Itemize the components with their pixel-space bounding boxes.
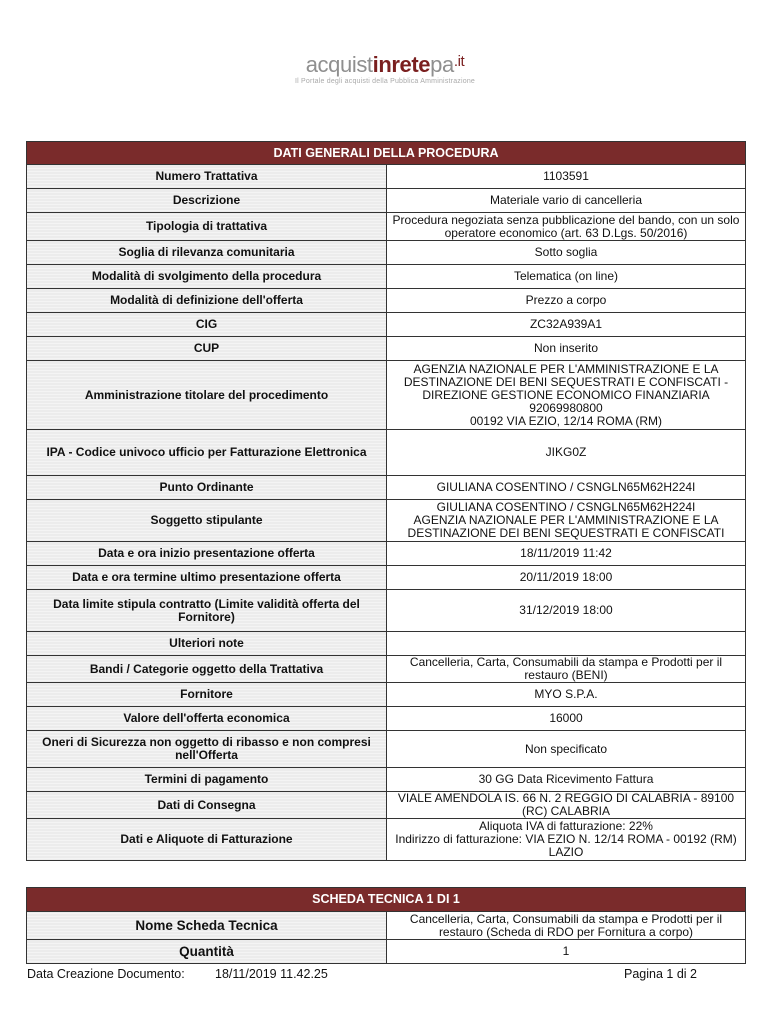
row-value-ipa: JIKG0Z [387,430,746,476]
row-value-dati-fatturazione: Aliquota IVA di fatturazione: 22% Indirizzo di fatturazione: VIA EZIO N. 12/14 ROMA - 00192 (RM) LAZIO [387,819,746,861]
general-data-table [26,141,746,861]
logo-tagline: Il Portale degli acquisti della Pubblica Amministrazione [294,78,476,85]
row-label-quantita: Quantità [27,940,387,964]
row-value-oneri-sicurezza: Non specificato [387,731,746,768]
table-row [27,632,746,656]
row-value-numero-trattativa: 1103591 [387,165,746,189]
row-value-data-inizio: 18/11/2019 11:42 [387,542,746,566]
table-row [27,313,746,337]
row-value-cig: ZC32A939A1 [387,313,746,337]
row-label-oneri-sicurezza: Oneri di Sicurezza non oggetto di ribasso e non compresi nell'Offerta [27,731,387,768]
table-row [27,542,746,566]
row-value-modalita-svolgimento: Telematica (on line) [387,265,746,289]
table-row [27,213,746,241]
row-value-soggetto-stipulante: GIULIANA COSENTINO / CSNGLN65M62H224I AGENZIA NAZIONALE PER L'AMMINISTRAZIONE E LA DESTINAZIONE DEI BENI SEQUESTRATI E CONFISCATI [387,500,746,542]
table-row [27,768,746,792]
row-label-modalita-svolgimento: Modalità di svolgimento della procedura [27,265,387,289]
footer-created-label: Data Creazione Documento: [27,967,185,981]
row-label-modalita-definizione: Modalità di definizione dell'offerta [27,289,387,313]
row-label-soggetto-stipulante: Soggetto stipulante [27,500,387,542]
row-label-descrizione: Descrizione [27,189,387,213]
row-label-fornitore: Fornitore [27,683,387,707]
row-value-nome-scheda: Cancelleria, Carta, Consumabili da stampa e Prodotti per il restauro (Scheda di RDO per Fornitura a corpo) [387,912,746,940]
row-label-bandi: Bandi / Categorie oggetto della Trattativa [27,656,387,683]
technical-sheet-table [26,887,746,964]
row-label-nome-scheda: Nome Scheda Tecnica [27,912,387,940]
row-label-tipologia: Tipologia di trattativa [27,213,387,241]
section-title-general: DATI GENERALI DELLA PROCEDURA [27,142,746,165]
table-row [27,656,746,683]
table-row [27,683,746,707]
row-value-descrizione: Materiale vario di cancelleria [387,189,746,213]
row-label-valore-offerta: Valore dell'offerta economica [27,707,387,731]
row-value-tipologia: Procedura negoziata senza pubblicazione del bando, con un solo operatore economico (art. 63 D.Lgs. 50/2016) [387,213,746,241]
row-label-dati-fatturazione: Dati e Aliquote di Fatturazione [27,819,387,861]
row-label-amministrazione: Amministrazione titolare del procedimento [27,361,387,430]
table-row [27,189,746,213]
table-row [27,337,746,361]
table-row [27,165,746,189]
row-label-data-termine: Data e ora termine ultimo presentazione offerta [27,566,387,590]
row-value-cup: Non inserito [387,337,746,361]
table-row [27,590,746,632]
table-row [27,707,746,731]
table-row [27,792,746,819]
table-row [27,500,746,542]
row-label-termini-pagamento: Termini di pagamento [27,768,387,792]
row-value-data-termine: 20/11/2019 18:00 [387,566,746,590]
table-row [27,361,746,430]
table-row [27,430,746,476]
table-row [27,819,746,861]
table-row [27,265,746,289]
row-label-soglia: Soglia di rilevanza comunitaria [27,241,387,265]
row-value-valore-offerta: 16000 [387,707,746,731]
row-value-punto-ordinante: GIULIANA COSENTINO / CSNGLN65M62H224I [387,476,746,500]
row-label-cig: CIG [27,313,387,337]
footer-created-value: 18/11/2019 11.42.25 [215,967,328,981]
row-value-ulteriori-note [387,632,746,656]
row-value-dati-consegna: VIALE AMENDOLA IS. 66 N. 2 REGGIO DI CALABRIA - 89100 (RC) CALABRIA [387,792,746,819]
table-row [27,476,746,500]
table-row [27,912,746,940]
table-row [27,241,746,265]
table-row [27,566,746,590]
table-row [27,731,746,768]
portal-logo [0,50,770,85]
section-title-technical-sheet: SCHEDA TECNICA 1 DI 1 [27,888,746,912]
row-label-data-limite: Data limite stipula contratto (Limite validità offerta del Fornitore) [27,590,387,632]
row-value-fornitore: MYO S.P.A. [387,683,746,707]
row-value-quantita: 1 [387,940,746,964]
row-label-ipa: IPA - Codice univoco ufficio per Fatturazione Elettronica [27,430,387,476]
footer-page-number: Pagina 1 di 2 [624,967,697,981]
table-row [27,289,746,313]
row-label-cup: CUP [27,337,387,361]
row-value-termini-pagamento: 30 GG Data Ricevimento Fattura [387,768,746,792]
logo-wordmark: acquistinretepa$^{.it}$ [305,52,465,77]
row-label-ulteriori-note: Ulteriori note [27,632,387,656]
row-value-soglia: Sotto soglia [387,241,746,265]
row-label-numero-trattativa: Numero Trattativa [27,165,387,189]
row-label-punto-ordinante: Punto Ordinante [27,476,387,500]
row-value-bandi: Cancelleria, Carta, Consumabili da stampa e Prodotti per il restauro (BENI) [387,656,746,683]
page-footer [27,967,697,981]
row-label-data-inizio: Data e ora inizio presentazione offerta [27,542,387,566]
row-value-data-limite: 31/12/2019 18:00 [387,590,746,632]
row-label-dati-consegna: Dati di Consegna [27,792,387,819]
row-value-modalita-definizione: Prezzo a corpo [387,289,746,313]
row-value-amministrazione: AGENZIA NAZIONALE PER L'AMMINISTRAZIONE E LA DESTINAZIONE DEI BENI SEQUESTRATI E CONFISCATI - DIREZIONE GESTIONE ECONOMICO FINANZIARIA 92069980800 00192 VIA EZIO, 12/14 ROMA (RM) [387,361,746,430]
table-row [27,940,746,964]
